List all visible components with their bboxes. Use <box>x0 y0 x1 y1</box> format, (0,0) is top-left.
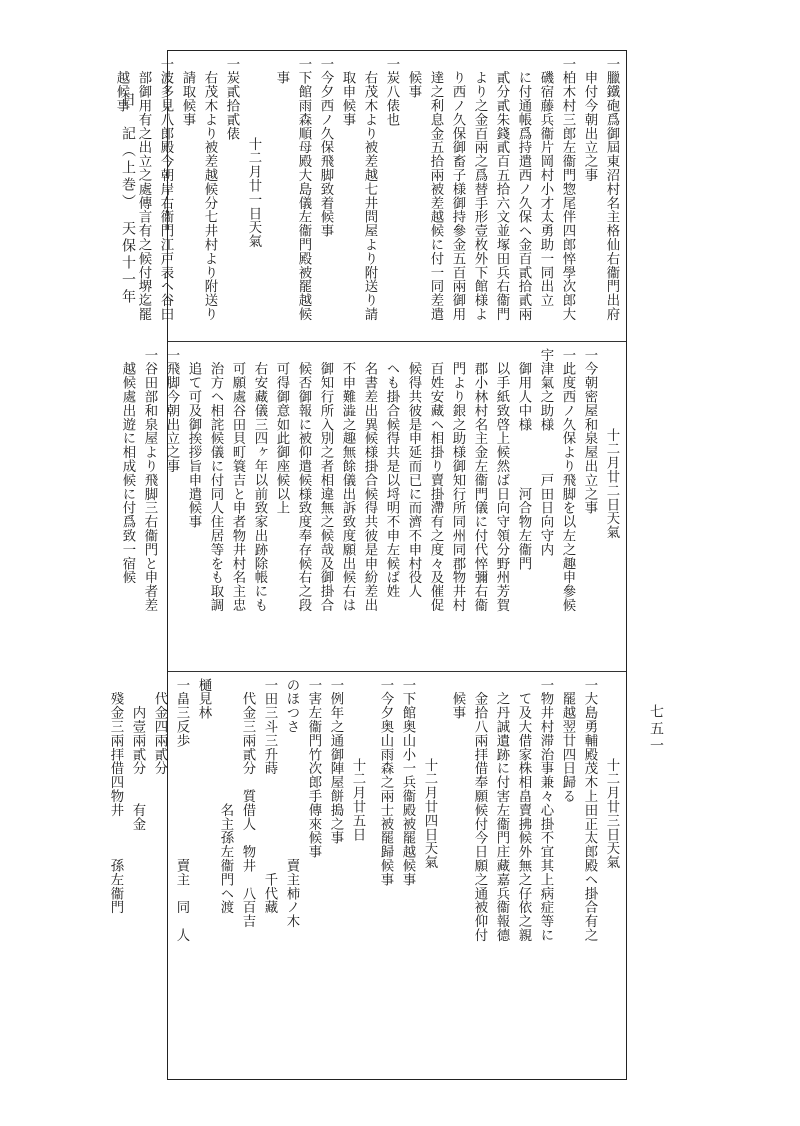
text-column: 一下館雨森順母殿大島儀左衞門殿被罷越候 <box>296 57 311 322</box>
text-column: 樋見林 <box>196 678 211 720</box>
text-column: 十二月廿一日天氣 <box>246 137 261 249</box>
text-column: 一害左衞門竹次郎手傳來候事 <box>306 678 321 859</box>
text-column: 内壹兩貳分 有金 <box>130 678 145 831</box>
text-column: 磯宿藤兵衞片岡村小才太勇助一同出立 <box>538 57 553 308</box>
text-column: 一臘鐵砲爲御屆東沼村名主格仙右衞門出府 <box>604 57 619 322</box>
text-column: 可得御意如此御座候以上 <box>274 348 289 515</box>
text-column: 一谷田部和泉屋より飛脚三右衞門と申者差 <box>142 348 157 613</box>
text-column: り西ノ久保御畜子様御持參金五百兩御用 <box>450 57 465 322</box>
text-column: 一炭貳拾貳俵 <box>224 57 239 141</box>
text-column: 候事 <box>450 678 465 720</box>
text-column: 一例年之通御陣屋餅搗之事 <box>328 678 343 845</box>
text-column: 候得共彼是申延而已に而濟不申村役人 <box>406 348 421 599</box>
text-column: 十二月廿四日天氣 <box>422 758 437 870</box>
text-column: 一炭八俵也 <box>384 57 399 127</box>
text-column: 代金四兩貳分 <box>152 678 167 776</box>
text-column: 名主孫左衞門ヘ渡 <box>218 678 233 915</box>
text-column: 右茂木より被差越七井問屋より附送り請 <box>362 57 377 322</box>
text-column: 殘金三兩拝借四物井 孫左衞門 <box>108 678 123 915</box>
text-column: 之丹誠遺跡に付害左衞門庄藏嘉兵衞報德 <box>494 678 509 943</box>
text-column: 一柏木村三郎左衞門惣尾伴四郎悴學次郎大 <box>560 57 575 322</box>
text-column: 可願處谷田貝町簑吉と申者物井村名主忠 <box>230 348 245 613</box>
middle-tier <box>120 341 626 671</box>
text-column: 一畠三反歩 賣主 同 人 <box>174 678 189 943</box>
text-column: 一大島勇輔殿茂木上田正太郎殿ヘ掛合有之 <box>582 678 597 943</box>
text-column: 一田三斗三升蒔 千代藏 <box>262 678 277 915</box>
text-column: 越候處出遊に相成候に付爲致一宿候 <box>120 348 135 585</box>
blank-column <box>264 57 270 335</box>
text-column: 宇津氣之助様 戸田日向守内 <box>538 348 553 557</box>
text-column: 右安藏儀三四ヶ年以前致家出跡除帳にも <box>252 348 267 613</box>
lower-tier <box>108 671 626 1079</box>
text-column: 御知行所入別之者相違無之候哉及御掛合 <box>318 348 333 613</box>
text-column: に付通帳爲持遣西ノ久保ヘ金百貳拾貳兩 <box>516 57 531 322</box>
text-column: 候否御報に被仰遣候様致度奉存候右之段 <box>296 348 311 613</box>
running-header: 日 記（上巻） 天保十一年 <box>120 92 136 306</box>
text-column: 金拾八兩拝借奉願候付今日願之通被仰付 <box>472 678 487 943</box>
page-number: 七五一 <box>648 704 664 755</box>
text-column: のほつさ 賣主柿ノ木 <box>284 678 299 929</box>
text-column: 請取候事 <box>180 57 195 127</box>
text-column: 名書差出異候様掛合候得共彼是申紛差出 <box>362 348 377 613</box>
text-column: 一波多見八郎殿今朝岸右衞門江戸表ヘ谷田 <box>158 57 173 322</box>
text-column: 十二月廿三日天氣 <box>604 758 619 870</box>
text-column: 不申難澁之趣無餘儀出訴致度願出候右は <box>340 348 355 613</box>
text-column: 一物井村滞治事兼々心掛不宜其上病症等に <box>538 678 553 943</box>
text-column: 門より銀之助様御知行所同州同郡物井村 <box>450 348 465 613</box>
text-column: 百姓安藏ヘ相掛り賣掛滯有之度々及催促 <box>428 348 443 613</box>
text-column: 代金三兩貳分 質借人 物井 八百吉 <box>240 678 255 929</box>
text-column: 十二月廿二日天氣 <box>604 428 619 540</box>
text-column: 一今夕奥山雨森之兩士被罷歸候事 <box>378 678 393 887</box>
text-column: 以手紙致啓上候然ば日向守領分野州芳賀 <box>494 348 509 613</box>
text-column: 一此度西ノ久保より飛脚を以左之趣申參候 <box>560 348 575 613</box>
text-column: 申付今朝出立之事 <box>582 57 597 183</box>
text-column: 取申候事 <box>340 57 355 127</box>
text-column: 治方ヘ相詫候儀に付同人住居等をも取調 <box>208 348 223 613</box>
text-column: 候事 <box>406 57 421 99</box>
text-column: 一今朝密屋和泉屋出立之事 <box>582 348 597 515</box>
text-column: 一飛脚今朝出立之事 <box>164 348 179 474</box>
text-column: 右茂木より被差越候分七井村より附送り <box>202 57 217 322</box>
text-column: 貳分貳朱錢貳百五拾六文並塚田兵右衞門 <box>494 57 509 322</box>
text-column: 一下館奥山小一兵衞殿被罷越候事 <box>400 678 415 887</box>
text-column: 御用人中様 河合物左衞門 <box>516 348 531 571</box>
text-column: 越候事 <box>114 57 129 113</box>
text-column: 郡小林村名主金左衞門儀に付代悴彌右衞 <box>472 348 487 613</box>
blank-column <box>440 678 446 1073</box>
text-column: 追て可及御挨拶旨申遣候事 <box>186 348 201 529</box>
text-column: 事 <box>274 57 289 85</box>
text-column: 達之利息金五拾兩被差越候に付一同差遣 <box>428 57 443 322</box>
text-column: 罷越翌廿四日歸る <box>560 678 575 804</box>
text-column: 一今夕西ノ久保飛脚致着候事 <box>318 57 333 238</box>
text-column: 十二月廿五日 <box>350 758 365 842</box>
text-column: て及大借家株相畠賣拂候外無之仔依之親 <box>516 678 531 943</box>
text-column: ヘも掛合候得共是以埒明不申左候ば姓 <box>384 348 399 599</box>
text-column: 部御用有之出立之處傳言有之候付堺迄罷 <box>136 57 151 322</box>
text-column: より之金百兩之爲替手形壹枚外下館様よ <box>472 57 487 322</box>
